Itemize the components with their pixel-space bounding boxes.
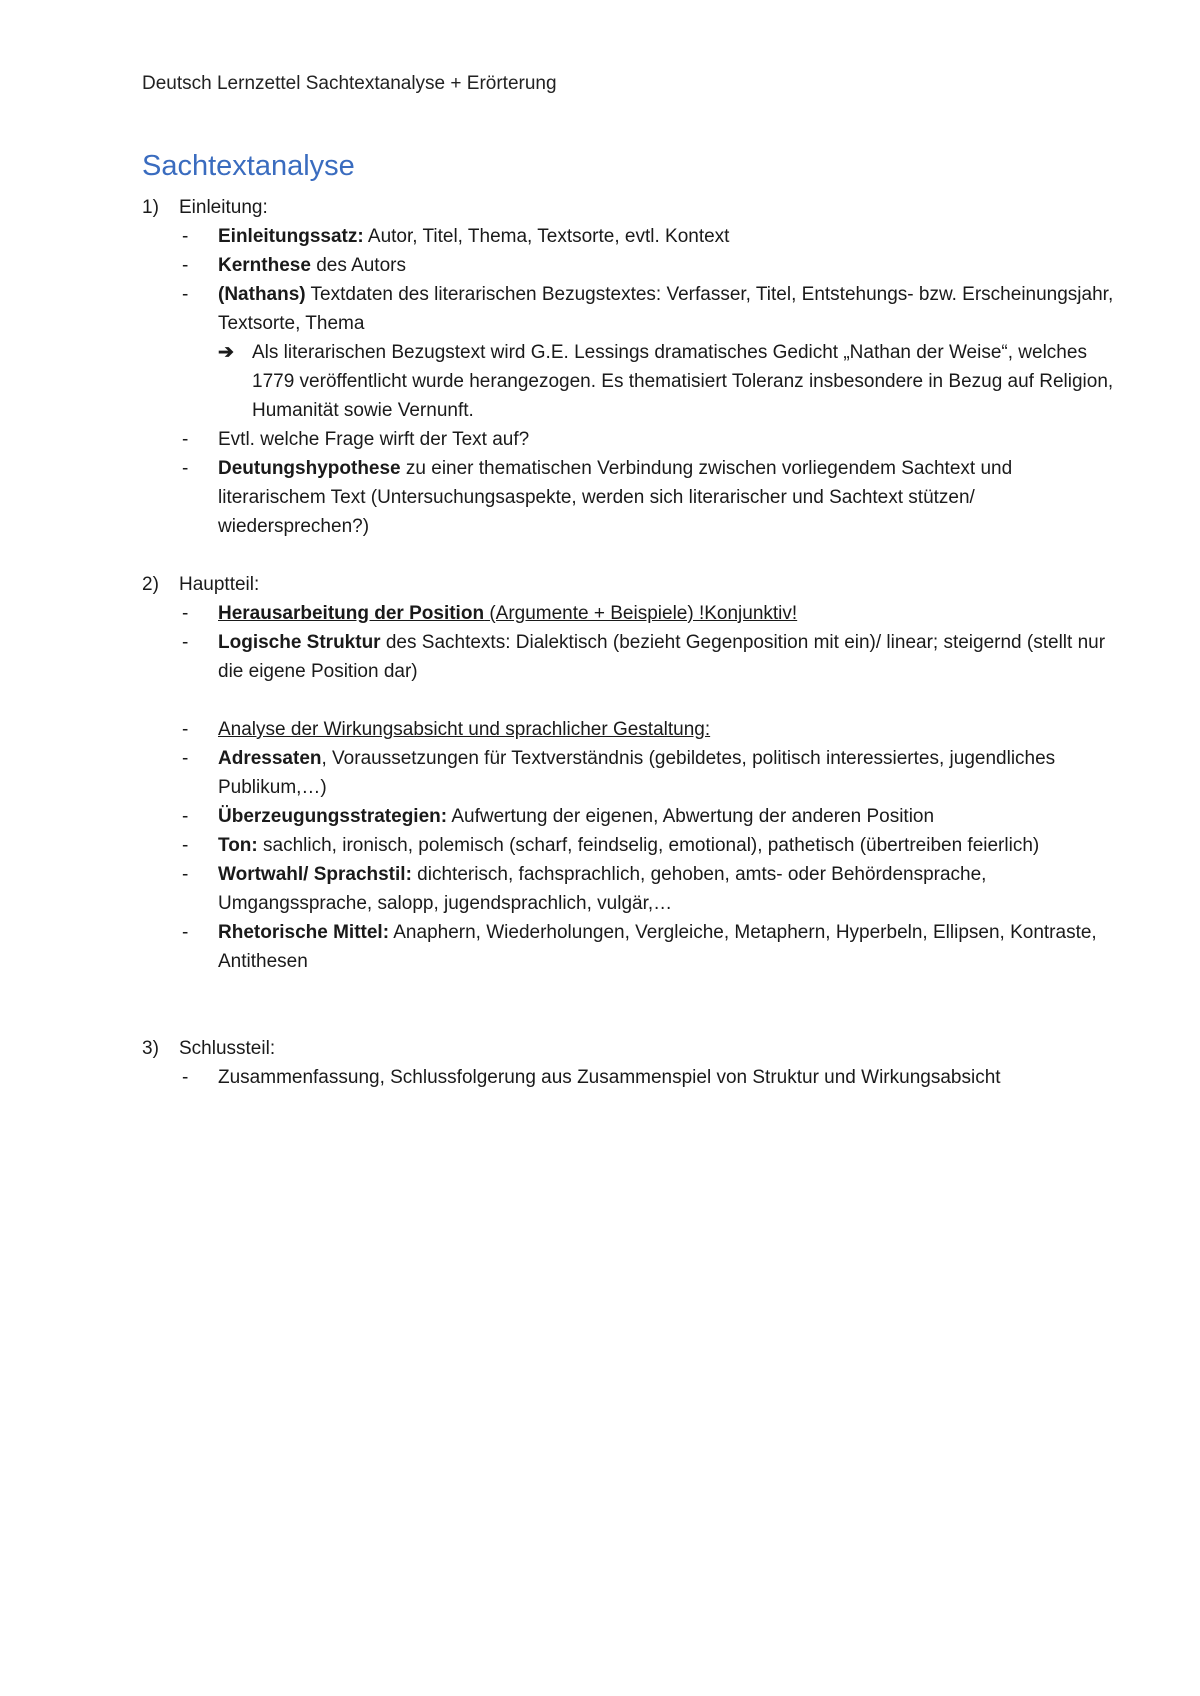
page-header: Deutsch Lernzettel Sachtextanalyse + Erörterung [142, 73, 557, 94]
item-text: Textdaten des literarischen Bezugstextes: Verfasser, Titel, Entstehungs- bzw. Erscheinungsjahr, Textsorte, Thema [218, 284, 1114, 334]
dash-bullet: - [182, 603, 189, 624]
section-title: Sachtextanalyse [142, 150, 355, 182]
section-2-heading [142, 570, 1122, 599]
item-keyword: Logische Struktur [218, 632, 381, 653]
item-keyword: Deutungshypothese [218, 458, 401, 479]
item-keyword: Adressaten [218, 748, 322, 769]
document-body [142, 193, 1122, 1092]
list-item [142, 222, 1122, 251]
item-text: sachlich, ironisch, polemisch (scharf, feindselig, emotional), pathetisch (übertreiben feierlich) [257, 835, 1040, 856]
section-3-heading [142, 1034, 1122, 1063]
list-item [142, 802, 1122, 831]
item-text: zu einer thematischen Verbindung zwischen vorliegendem Sachtext und literarischem Text (Untersuchungsaspekte, werden sich literarischer und Sachtext stützen/ wiedersprechen?) [218, 458, 1013, 537]
list-item [142, 744, 1122, 802]
dash-bullet: - [182, 922, 189, 943]
dash-bullet: - [182, 255, 189, 276]
arrow-note [142, 338, 1122, 425]
list-item [142, 918, 1122, 976]
section-number: 2) [142, 574, 159, 595]
item-keyword: Einleitungssatz: [218, 226, 364, 247]
dash-bullet: - [182, 284, 189, 305]
section-1-heading [142, 193, 1122, 222]
item-text: des Sachtexts: Dialektisch (bezieht Gegenposition mit ein)/ linear; steigernd (stellt nur die eigene Position dar) [218, 632, 1106, 682]
arrow-icon: ➔ [218, 342, 234, 363]
dash-bullet: - [182, 632, 189, 653]
section-label: Einleitung: [179, 197, 268, 218]
item-text: (Argumente + Beispiele) !Konjunktiv! [484, 603, 798, 624]
item-keyword: (Nathans) [218, 284, 306, 305]
dash-bullet: - [182, 835, 189, 856]
item-keyword: Herausarbeitung der Position [218, 603, 485, 624]
section-label: Schlussteil: [179, 1038, 276, 1059]
item-text: des Autors [310, 255, 406, 276]
item-text: Anaphern, Wiederholungen, Vergleiche, Metaphern, Hyperbeln, Ellipsen, Kontraste, Antithesen [218, 922, 1097, 972]
item-text: Zusammenfassung, Schlussfolgerung aus Zusammenspiel von Struktur und Wirkungsabsicht [218, 1067, 1001, 1088]
list-item [142, 831, 1122, 860]
dash-bullet: - [182, 429, 189, 450]
item-text: , Voraussetzungen für Textverständnis (gebildetes, politisch interessiertes, jugendliches Publikum,…) [218, 748, 1056, 798]
dash-bullet: - [182, 806, 189, 827]
dash-bullet: - [182, 458, 189, 479]
arrow-note-text: Als literarischen Bezugstext wird G.E. Lessings dramatisches Gedicht „Nathan der Weise“, welches 1779 veröffentlicht wurde herangezogen. Es thematisiert Toleranz insbesondere in Bezug auf Religion, Humanität sowie Vernunft. [252, 342, 1114, 421]
list-item [142, 628, 1122, 686]
item-text: dichterisch, fachsprachlich, gehoben, amts- oder Behördensprache, Umgangssprache, salopp, jugendsprachlich, vulgär,… [218, 864, 987, 914]
item-keyword: Überzeugungsstrategien: [218, 806, 448, 827]
list-item [142, 715, 1122, 744]
item-keyword: Ton: [218, 835, 258, 856]
list-item [142, 860, 1122, 918]
list-item [142, 1063, 1122, 1092]
item-text: Evtl. welche Frage wirft der Text auf? [218, 429, 530, 450]
section-number: 1) [142, 197, 159, 218]
item-text: Analyse der Wirkungsabsicht und sprachlicher Gestaltung: [218, 719, 711, 740]
item-keyword: Rhetorische Mittel: [218, 922, 390, 943]
list-item [142, 425, 1122, 454]
item-keyword: Wortwahl/ Sprachstil: [218, 864, 412, 885]
dash-bullet: - [182, 226, 189, 247]
list-item [142, 454, 1122, 541]
section-number: 3) [142, 1038, 159, 1059]
dash-bullet: - [182, 748, 189, 769]
item-text: Aufwertung der eigenen, Abwertung der anderen Position [447, 806, 935, 827]
list-item [142, 280, 1122, 338]
dash-bullet: - [182, 1067, 189, 1088]
dash-bullet: - [182, 719, 189, 740]
dash-bullet: - [182, 864, 189, 885]
section-label: Hauptteil: [179, 574, 260, 595]
list-item [142, 599, 1122, 628]
item-text: Autor, Titel, Thema, Textsorte, evtl. Kontext [363, 226, 730, 247]
item-keyword: Kernthese [218, 255, 311, 276]
list-item [142, 251, 1122, 280]
